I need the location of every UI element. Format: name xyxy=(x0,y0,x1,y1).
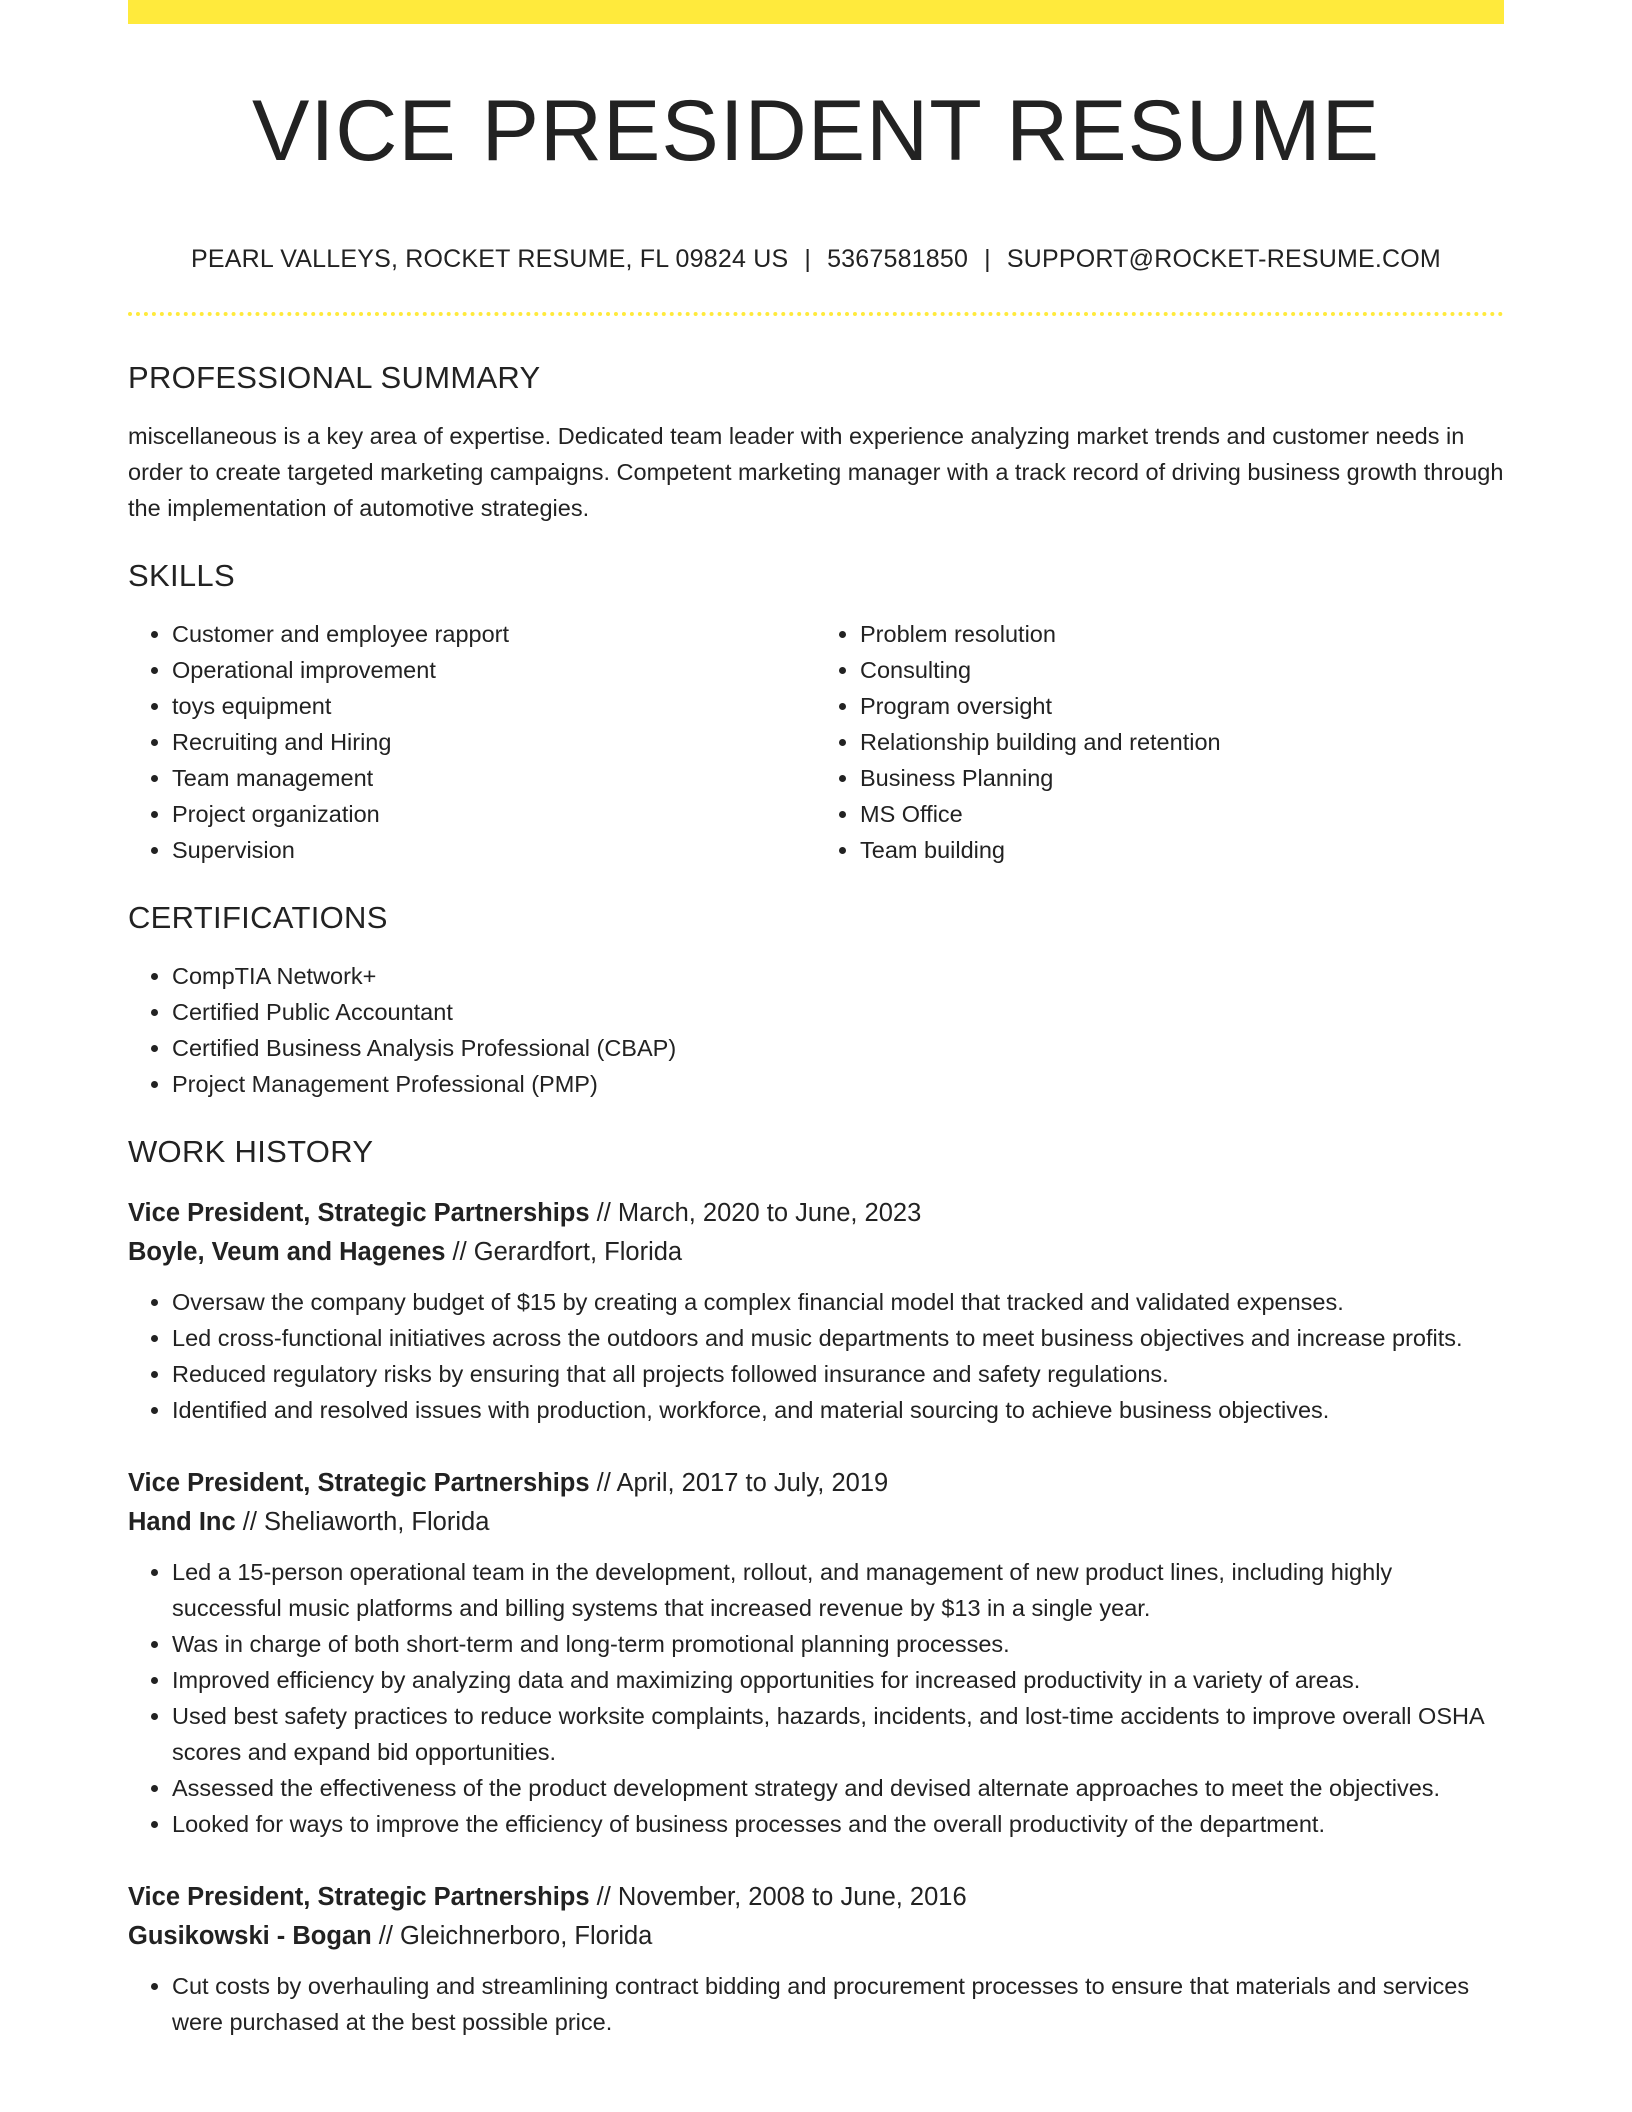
job-bullet: • Led a 15-person operational team in the development, rollout, and management of new product lines, including highly successful music platforms and billing systems that increased revenue by $13 in a single year. xyxy=(172,1554,1504,1626)
job-company: Gusikowski - Bogan xyxy=(128,1921,372,1950)
summary-text: miscellaneous is a key area of expertise. Dedicated team leader with experience analyzing market trends and customer needs in order to create targeted marketing campaigns. Competent marketing manager with a track record of driving business growth through the implementation of automotive strategies. xyxy=(128,422,1504,521)
contact-separator: | xyxy=(984,244,991,273)
skill-item: • Relationship building and retention xyxy=(860,724,1504,760)
certification-item: • Certified Business Analysis Professional (CBAP) xyxy=(172,1030,1504,1066)
skill-item: • Team management xyxy=(172,760,816,796)
job-title-line xyxy=(128,1464,1504,1503)
skills-columns xyxy=(128,616,1504,868)
skill-item: • MS Office xyxy=(860,796,1504,832)
job-location: // Sheliaworth, Florida xyxy=(235,1507,490,1536)
job-title-line xyxy=(128,1194,1504,1233)
certifications-heading: CERTIFICATIONS xyxy=(128,899,388,935)
job-title: Vice President, Strategic Partnerships xyxy=(128,1882,590,1911)
contact-line xyxy=(128,245,1504,274)
skill-item: • Supervision xyxy=(172,832,816,868)
job-bullet: • Looked for ways to improve the efficiency of business processes and the overall productivity of the department. xyxy=(172,1806,1504,1842)
job-entry xyxy=(128,1194,1504,1428)
job-dates: // November, 2008 to June, 2016 xyxy=(589,1882,967,1911)
skill-item: • Business Planning xyxy=(860,760,1504,796)
skill-item: • Operational improvement xyxy=(172,652,816,688)
skill-item: • Team building xyxy=(860,832,1504,868)
job-bullet-list xyxy=(128,1284,1504,1428)
job-company: Boyle, Veum and Hagenes xyxy=(128,1237,446,1266)
job-bullet: • Used best safety practices to reduce worksite complaints, hazards, incidents, and lost-time accidents to improve overall OSHA scores and expand bid opportunities. xyxy=(172,1698,1504,1770)
resume-page xyxy=(128,0,1504,2040)
job-company-line xyxy=(128,1233,1504,1272)
job-location: // Gerardfort, Florida xyxy=(445,1237,683,1266)
job-location: // Gleichnerboro, Florida xyxy=(371,1921,653,1950)
skill-item: • Consulting xyxy=(860,652,1504,688)
skill-item: • Customer and employee rapport xyxy=(172,616,816,652)
skill-item: • Project organization xyxy=(172,796,816,832)
job-bullet: • Led cross-functional initiatives across the outdoors and music departments to meet business objectives and increase profits. xyxy=(172,1320,1504,1356)
contact-phone: 5367581850 xyxy=(827,244,969,273)
dotted-divider xyxy=(128,312,1504,316)
job-entry xyxy=(128,1464,1504,1842)
job-company: Hand Inc xyxy=(128,1507,236,1536)
skills-right-list xyxy=(816,616,1504,868)
certification-item: • CompTIA Network+ xyxy=(172,958,1504,994)
job-bullet: • Cut costs by overhauling and streamlining contract bidding and procurement processes to ensure that materials and services were purchased at the best possible price. xyxy=(172,1968,1504,2040)
certification-item: • Project Management Professional (PMP) xyxy=(172,1066,1504,1102)
job-entry xyxy=(128,1878,1504,2040)
skill-item: • Recruiting and Hiring xyxy=(172,724,816,760)
job-dates: // April, 2017 to July, 2019 xyxy=(589,1468,889,1497)
job-title: Vice President, Strategic Partnerships xyxy=(128,1468,590,1497)
job-bullet-list xyxy=(128,1968,1504,2040)
job-company-line xyxy=(128,1503,1504,1542)
skill-item: • toys equipment xyxy=(172,688,816,724)
job-title-line xyxy=(128,1878,1504,1917)
job-bullet: • Improved efficiency by analyzing data and maximizing opportunities for increased productivity in a variety of areas. xyxy=(172,1662,1504,1698)
skill-item: • Program oversight xyxy=(860,688,1504,724)
job-title: Vice President, Strategic Partnerships xyxy=(128,1198,590,1227)
job-bullet: • Reduced regulatory risks by ensuring that all projects followed insurance and safety regulations. xyxy=(172,1356,1504,1392)
work-history-heading: WORK HISTORY xyxy=(128,1133,374,1169)
job-bullet: • Identified and resolved issues with production, workforce, and material sourcing to achieve business objectives. xyxy=(172,1392,1504,1428)
summary-heading: PROFESSIONAL SUMMARY xyxy=(128,359,541,395)
skills-heading: SKILLS xyxy=(128,557,235,593)
job-company-line xyxy=(128,1917,1504,1956)
contact-address: PEARL VALLEYS, ROCKET RESUME, FL 09824 US xyxy=(191,244,789,273)
contact-email: SUPPORT@ROCKET-RESUME.COM xyxy=(1006,244,1441,273)
certification-item: • Certified Public Accountant xyxy=(172,994,1504,1030)
skills-left-list xyxy=(128,616,816,868)
job-bullet: • Assessed the effectiveness of the product development strategy and devised alternate approaches to meet the objectives. xyxy=(172,1770,1504,1806)
job-bullet: • Oversaw the company budget of $15 by creating a complex financial model that tracked and validated expenses. xyxy=(172,1284,1504,1320)
contact-separator: | xyxy=(804,244,812,273)
certifications-list xyxy=(128,958,1504,1102)
accent-top-bar xyxy=(128,0,1504,24)
skill-item: • Problem resolution xyxy=(860,616,1504,652)
resume-title: VICE PRESIDENT RESUME xyxy=(251,83,1381,179)
job-bullet: • Was in charge of both short-term and long-term promotional planning processes. xyxy=(172,1626,1504,1662)
job-dates: // March, 2020 to June, 2023 xyxy=(589,1198,922,1227)
job-bullet-list xyxy=(128,1554,1504,1842)
